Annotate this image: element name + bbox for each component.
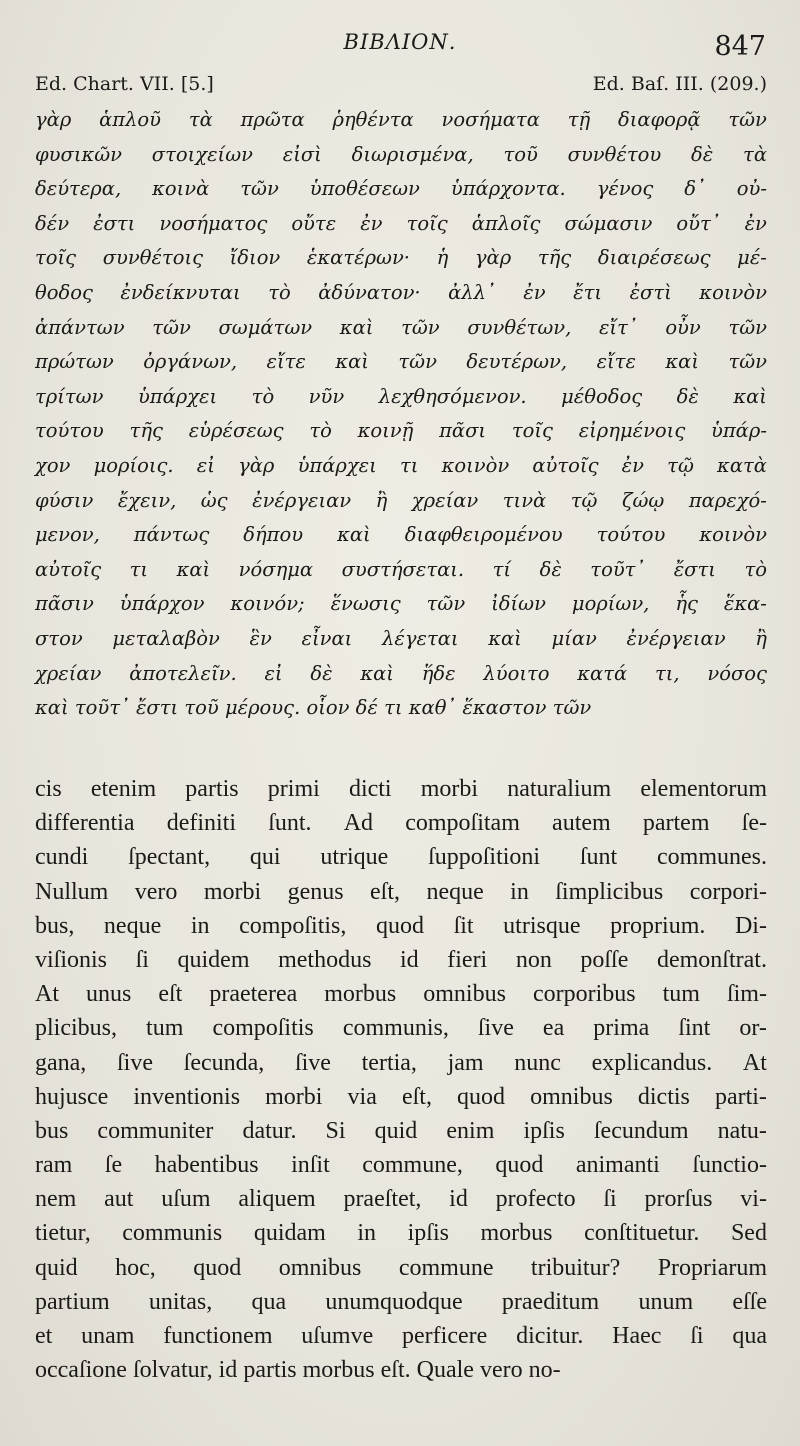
latin-text-line: cis etenim partis primi dicti morbi naturalium elementorum <box>35 776 767 802</box>
latin-text-line: cundi ſpectant, qui utrique ſuppoſitioni ſunt communes. <box>35 844 767 871</box>
greek-text-line: χρείαν ἀποτελεῖν. εἰ δὲ καὶ ἥδε λύοιτο κατά τι, νόσος <box>35 661 767 685</box>
running-title: BIBΛΙΟΝ. <box>343 30 457 54</box>
latin-text-line: hujusce inventionis morbi via eſt, quod omnibus dictis parti- <box>35 1083 767 1110</box>
greek-text-line: μενον, πάντως δήπου καὶ διαφθειρομένου τούτου κοινὸν <box>35 523 767 547</box>
greek-text-block <box>35 103 767 726</box>
greek-text-line: δέν ἐστι νοσήματος οὔτε ἐν τοῖς ἁπλοῖς σώμασιν οὔτ᾽ ἐν <box>35 211 767 235</box>
latin-text-line: quid hoc, quod omnibus commune tribuitur? Propriarum <box>35 1254 767 1281</box>
greek-text-line: ἁπάντων τῶν σωμάτων καὶ τῶν συνθέτων, εἴτ᾽ οὖν τῶν <box>35 315 767 339</box>
latin-text-line: gana, ſive ſecunda, ſive tertia, jam nunc explicandus. At <box>35 1049 767 1076</box>
latin-text-line: ram ſe habentibus inſit commune, quod animanti ſunctio- <box>35 1152 767 1179</box>
greek-text-line: φυσικῶν στοιχείων εἰσὶ διωρισμένα, τοῦ συνθέτου δὲ τὰ <box>35 142 767 166</box>
greek-text-line: τούτου τῆς εὑρέσεως τὸ κοινῇ πᾶσι τοῖς εἰρημένοις ὑπάρ- <box>35 419 767 443</box>
greek-text-line: γὰρ ἁπλοῦ τὰ πρῶτα ῥηθέντα νοσήματα τῇ διαφορᾷ τῶν <box>35 108 767 131</box>
greek-text-line: τρίτων ὑπάρχει τὸ νῦν λεχθησόμενον. μέθοδος δὲ καὶ <box>35 384 767 408</box>
latin-text-block <box>35 772 767 1387</box>
latin-text-line: occaſione ſolvatur, id partis morbus eſt. Quale vero no- <box>35 1357 561 1384</box>
greek-text-line: πρώτων ὀργάνων, εἴτε καὶ τῶν δευτέρων, εἴτε καὶ τῶν <box>35 350 767 374</box>
greek-text-line: στον μεταλαβὸν ἓν εἶναι λέγεται καὶ μίαν ἐνέργειαν ἢ <box>35 626 767 650</box>
latin-text-line: nem aut uſum aliquem praeſtet, id profecto ſi prorſus vi- <box>35 1186 767 1213</box>
greek-text-line: τοῖς συνθέτοις ἴδιον ἑκατέρων· ἡ γὰρ τῆς διαιρέσεως μέ- <box>35 246 767 270</box>
greek-text-line: δεύτερα, κοινὰ τῶν ὑποθέσεων ὑπάρχοντα. γένος δ᾽ οὐ- <box>35 177 767 201</box>
edition-reference-chart: Ed. Chart. VII. [5.] <box>35 73 214 95</box>
greek-text-line: θοδος ἐνδείκνυται τὸ ἀδύνατον· ἀλλ᾽ ἐν ἔτι ἐστὶ κοινὸν <box>35 280 767 304</box>
edition-reference-basel: Ed. Baſ. III. (209.) <box>592 73 767 95</box>
greek-text-line: φύσιν ἔχειν, ὡς ἐνέργειαν ἢ χρείαν τινὰ τῷ ζώῳ παρεχό- <box>35 488 767 512</box>
latin-text-line: plicibus, tum compoſitis communis, ſive ea prima ſint or- <box>35 1015 767 1042</box>
latin-text-line: viſionis ſi quidem methodus id fieri non poſſe demonſtrat. <box>35 946 767 973</box>
greek-text-line: καὶ τοῦτ᾽ ἔστι τοῦ μέρους. οἷον δέ τι καθ᾽ ἕκαστον τῶν <box>35 696 592 720</box>
latin-text-line: Nullum vero morbi genus eſt, neque in ſimplicibus corpori- <box>35 878 767 905</box>
greek-text-line: χον μορίοις. εἰ γὰρ ὑπάρχει τι κοινὸν αὐτοῖς ἐν τῷ κατὰ <box>35 453 767 477</box>
greek-text-line: πᾶσιν ὑπάρχον κοινόν; ἕνωσις τῶν ἰδίων μορίων, ἧς ἕκα- <box>35 592 767 616</box>
latin-text-line: bus communiter datur. Si quid enim ipſis ſecundum natu- <box>35 1117 767 1144</box>
latin-text-line: bus, neque in compoſitis, quod ſit utrisque proprium. Di- <box>35 912 767 939</box>
latin-text-line: et unam functionem uſumve perficere dicitur. Haec ſi qua <box>35 1323 767 1349</box>
latin-text-line: tietur, communis quidam in ipſis morbus conſtituetur. Sed <box>35 1220 767 1247</box>
page-number: 847 <box>714 31 766 62</box>
greek-text-line: αὐτοῖς τι καὶ νόσημα συστήσεται. τί δὲ τοῦτ᾽ ἔστι τὸ <box>35 557 767 581</box>
latin-text-line: At unus eſt praeterea morbus omnibus corporibus tum ſim- <box>35 981 767 1008</box>
latin-text-line: differentia definiti ſunt. Ad compoſitam autem partem ſe- <box>35 810 767 837</box>
latin-text-line: partium unitas, qua unumquodque praeditum unum eſſe <box>35 1288 767 1315</box>
